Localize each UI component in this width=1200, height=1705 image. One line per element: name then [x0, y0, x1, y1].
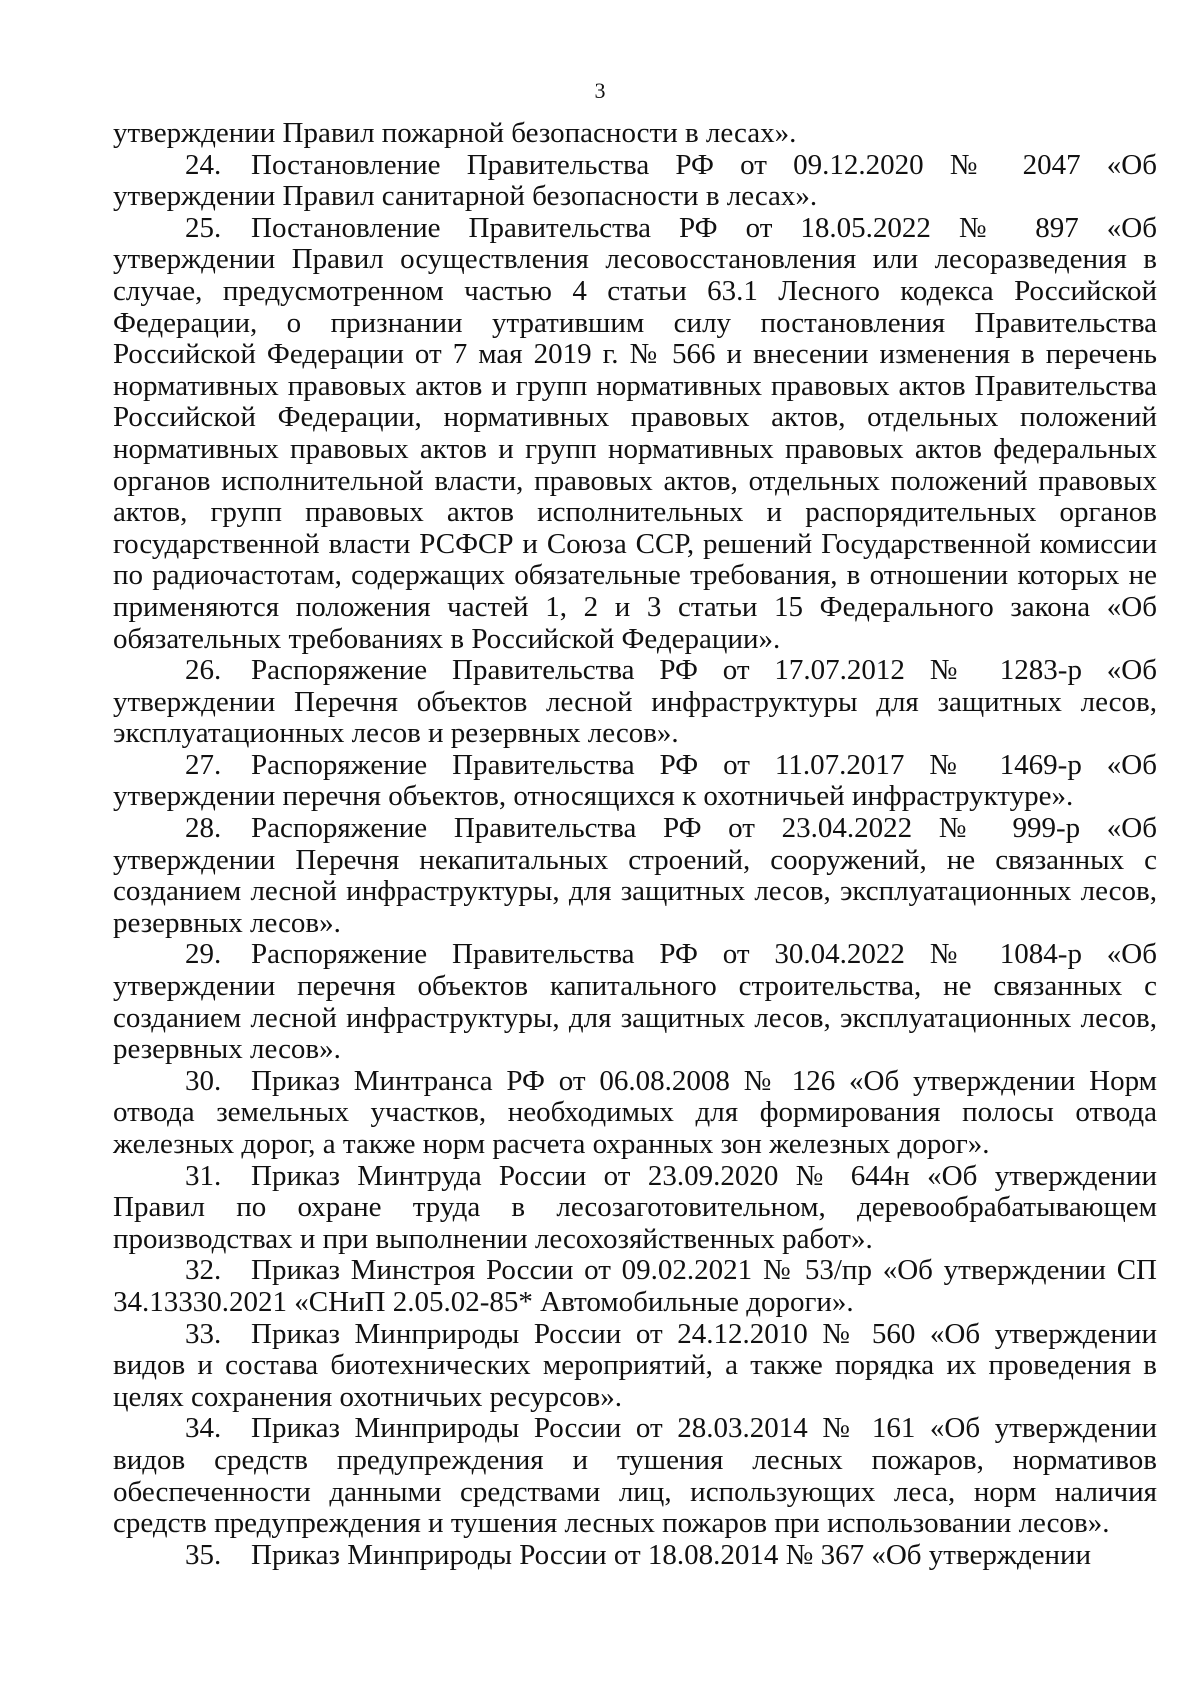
item-text: Приказ Минприроды России от 18.08.2014 № 367 «Об утверждении [251, 1538, 1092, 1571]
item-number: 30. [185, 1064, 222, 1097]
continuation-paragraph: утверждении Правил пожарной безопасности в лесах». [113, 117, 797, 149]
item-number: 34. [185, 1412, 222, 1445]
list-item-29 [113, 939, 1157, 1065]
page-number: 3 [594, 78, 606, 103]
item-text: Приказ Минприроды России от 24.12.2010 № 560 «Об утверждении видов и состава биотехнических мероприятий, а также порядка их проведения в целях сохранения охотничьих ресурсов». [113, 1317, 1157, 1413]
item-text: Приказ Минтранса РФ от 06.08.2008 № 126 «Об утверждении Норм отвода земельных участков, необходимых для формирования полосы отвода железных дорог, а также норм расчета охранных зон железных дорог». [113, 1064, 1157, 1160]
list-item-35 [113, 1540, 1157, 1572]
item-number: 29. [185, 938, 222, 971]
item-text: Приказ Минтруда России от 23.09.2020 № 644н «Об утверждении Правил по охране труда в лесозаготовительном, деревообрабатывающем производствах и при выполнении лесохозяйственных работ». [113, 1159, 1157, 1255]
item-number: 25. [185, 211, 222, 244]
list-item-28 [113, 813, 1157, 939]
list-item-26 [113, 655, 1157, 750]
list-item-33 [113, 1319, 1157, 1414]
item-number: 31. [185, 1159, 222, 1192]
item-text: Распоряжение Правительства РФ от 23.04.2022 № 999-р «Об утверждении Перечня некапитальных строений, сооружений, не связанных с созданием лесной инфраструктуры, для защитных лесов, эксплуатационных лесов, резервных лесов». [113, 812, 1157, 939]
item-text: Распоряжение Правительства РФ от 17.07.2012 № 1283-р «Об утверждении Перечня объектов лесной инфраструктуры для защитных лесов, эксплуатационных лесов и резервных лесов». [113, 654, 1157, 750]
item-text: Постановление Правительства РФ от 09.12.2020 № 2047 «Об утверждении Правил санитарной безопасности в лесах». [113, 148, 1157, 213]
item-text: Постановление Правительства РФ от 18.05.2022 № 897 «Об утверждении Правил осуществления лесовосстановления или лесоразведения в случае, предусмотренном частью 4 статьи 63.1 Лесного кодекса Российской Федерации, о признании утратившим силу постановления Правительства Российской Федерации от 7 мая 2019 г. № 566 и внесении изменения в перечень нормативных правовых актов и групп нормативных правовых актов Правительства Российской Федерации, нормативных правовых актов, отдельных положений нормативных правовых актов и групп нормативных правовых актов федеральных органов исполнительной власти, правовых актов, отдельных положений правовых актов, групп правовых актов исполнительных и распорядительных органов государственной власти РСФСР и Союза ССР, решений Государственной комиссии по радиочастотам, содержащих обязательные требования, в отношении которых не применяются положения частей 1, 2 и 3 статьи 15 Федерального закона «Об обязательных требованиях в Российской Федерации». [113, 211, 1157, 655]
document-body [113, 118, 1157, 1571]
list-item-34 [113, 1413, 1157, 1539]
item-text: Приказ Минприроды России от 28.03.2014 № 161 «Об утверждении видов средств предупреждения и тушения лесных пожаров, нормативов обеспеченности данными средствами лиц, использующих леса, норм наличия средств предупреждения и тушения лесных пожаров при использовании лесов». [113, 1412, 1157, 1540]
item-text: Приказ Минстроя России от 09.02.2021 № 53/пр «Об утверждении СП 34.13330.2021 «СНиП 2.05.02-85* Автомобильные дороги». [113, 1254, 1157, 1318]
list-item-25 [113, 213, 1157, 655]
item-text: Распоряжение Правительства РФ от 30.04.2022 № 1084-р «Об утверждении перечня объектов капитального строительства, не связанных с созданием лесной инфраструктуры, для защитных лесов, эксплуатационных лесов, резервных лесов». [113, 938, 1157, 1066]
item-number: 32. [185, 1254, 222, 1287]
item-number: 33. [185, 1317, 222, 1350]
item-number: 28. [185, 812, 222, 845]
item-text: Распоряжение Правительства РФ от 11.07.2017 № 1469-р «Об утверждении перечня объектов, относящихся к охотничьей инфраструктуре». [113, 748, 1157, 813]
list-item-24 [113, 150, 1157, 213]
item-number: 35. [185, 1538, 222, 1571]
item-number: 26. [185, 654, 222, 687]
list-item-27 [113, 750, 1157, 813]
item-number: 27. [185, 748, 222, 781]
item-number: 24. [185, 148, 222, 181]
list-item-31 [113, 1161, 1157, 1256]
list-item-30 [113, 1066, 1157, 1161]
list-item-32 [113, 1255, 1157, 1318]
